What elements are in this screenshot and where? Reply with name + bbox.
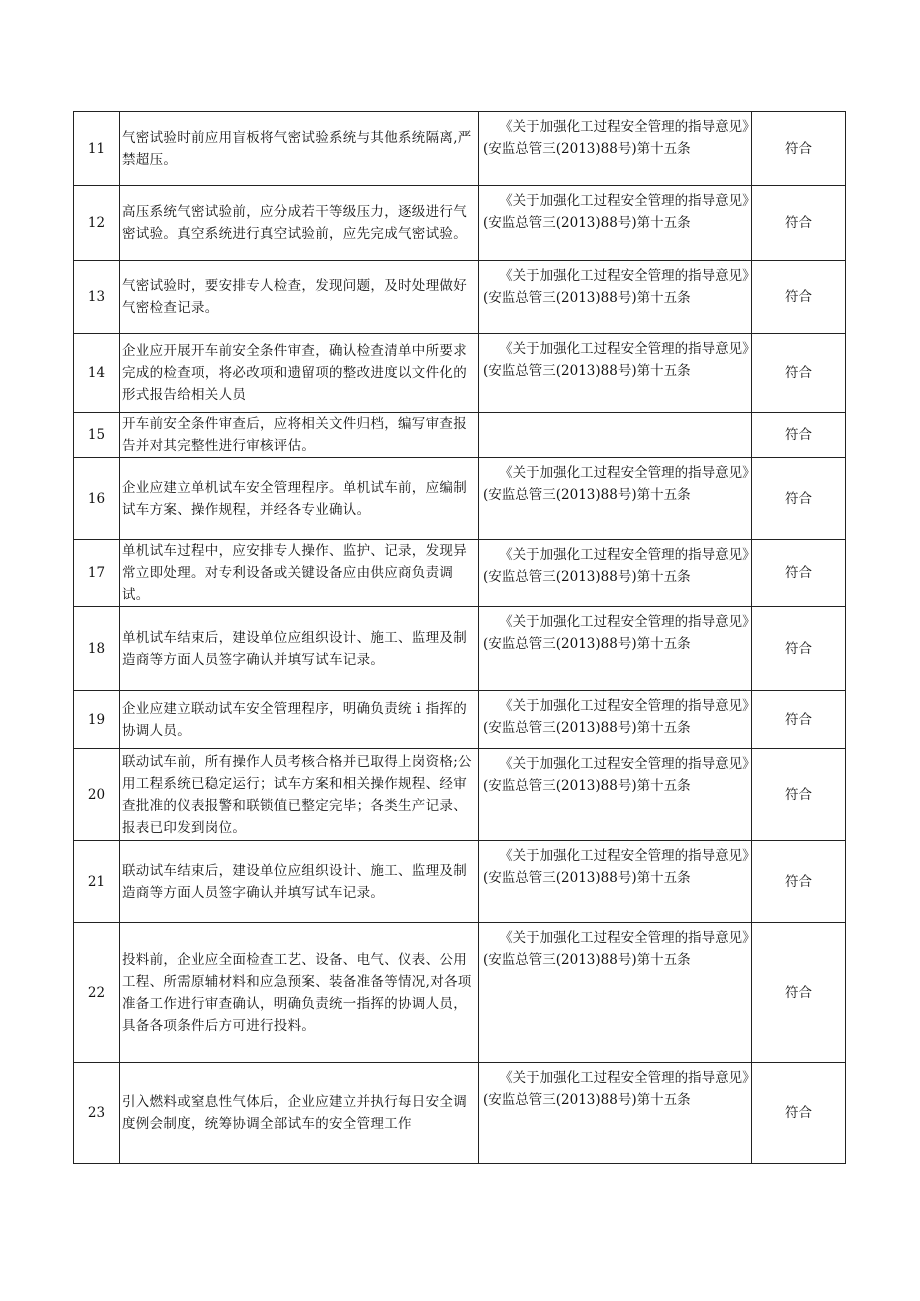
basis-text: 《关于加强化工过程安全管理的指导意见》(安监总管三(2013)88号)第十五条	[483, 848, 749, 886]
requirement-text: 气密试验时，要安排专人检查，发现问题，及时处理做好气密检查记录。	[120, 261, 479, 334]
result-text: 符合	[752, 261, 846, 334]
table-row	[74, 458, 846, 540]
basis-cell	[479, 458, 752, 540]
basis-text: 《关于加强化工过程安全管理的指导意见》(安监总管三(2013)88号)第十五条	[483, 465, 749, 503]
result-text: 符合	[752, 841, 846, 923]
requirement-text: 企业应建立联动试车安全管理程序，明确负责统ｉ指挥的协调人员。	[120, 691, 479, 749]
basis-cell	[479, 112, 752, 186]
table-row	[74, 691, 846, 749]
basis-cell	[479, 691, 752, 749]
result-text: 符合	[752, 458, 846, 540]
requirement-text: 引入燃料或窒息性气体后，企业应建立并执行每日安全调度例会制度，统筹协调全部试车的安全管理工作	[120, 1063, 479, 1164]
row-number: 23	[74, 1063, 120, 1164]
result-text: 符合	[752, 413, 846, 458]
requirement-text: 联动试车前，所有操作人员考核合格并已取得上岗资格;公用工程系统已稳定运行；试车方案和相关操作规程、经审查批准的仪表报警和联锁值已整定完毕；各类生产记录、报表已印发到岗位。	[120, 749, 479, 841]
table-row	[74, 1063, 846, 1164]
requirement-text: 开车前安全条件审查后，应将相关文件归档，编写审查报告并对其完整性进行审核评估。	[120, 413, 479, 458]
basis-text: 《关于加强化工过程安全管理的指导意见》(安监总管三(2013)88号)第十五条	[483, 547, 749, 585]
basis-text: 《关于加强化工过程安全管理的指导意见》(安监总管三(2013)88号)第十五条	[483, 119, 749, 157]
requirement-text: 单机试车结束后，建设单位应组织设计、施工、监理及制造商等方面人员签字确认并填写试车记录。	[120, 607, 479, 691]
basis-cell	[479, 607, 752, 691]
row-number: 11	[74, 112, 120, 186]
basis-cell	[479, 261, 752, 334]
table-row	[74, 749, 846, 841]
requirement-text: 单机试车过程中，应安排专人操作、监护、记录，发现异常立即处理。对专利设备或关键设备应由供应商负责调试。	[120, 540, 479, 607]
row-number: 22	[74, 923, 120, 1063]
result-text: 符合	[752, 607, 846, 691]
table-row	[74, 334, 846, 413]
table-row	[74, 261, 846, 334]
table-row	[74, 112, 846, 186]
basis-text: 《关于加强化工过程安全管理的指导意见》(安监总管三(2013)88号)第十五条	[483, 614, 749, 652]
result-text: 符合	[752, 691, 846, 749]
requirement-text: 企业应建立单机试车安全管理程序。单机试车前，应编制试车方案、操作规程，并经各专业确认。	[120, 458, 479, 540]
row-number: 13	[74, 261, 120, 334]
requirement-text: 企业应开展开车前安全条件审查，确认检查清单中所要求完成的检查项，将必改项和遗留项的整改进度以文件化的形式报告给相关人员	[120, 334, 479, 413]
row-number: 19	[74, 691, 120, 749]
result-text: 符合	[752, 749, 846, 841]
table-row	[74, 186, 846, 261]
basis-text: 《关于加强化工过程安全管理的指导意见》(安监总管三(2013)88号)第十五条	[483, 756, 749, 794]
basis-cell	[479, 334, 752, 413]
row-number: 12	[74, 186, 120, 261]
result-text: 符合	[752, 112, 846, 186]
basis-cell	[479, 186, 752, 261]
basis-text: 《关于加强化工过程安全管理的指导意见》(安监总管三(2013)88号)第十五条	[483, 193, 749, 231]
basis-cell	[479, 841, 752, 923]
requirement-text: 投料前，企业应全面检查工艺、设备、电气、仪表、公用工程、所需原辅材料和应急预案、装备准备等情况,对各项准备工作进行审查确认，明确负责统一指挥的协调人员，具备各项条件后方可进行投料。	[120, 923, 479, 1063]
row-number: 17	[74, 540, 120, 607]
basis-text: 《关于加强化工过程安全管理的指导意见》(安监总管三(2013)88号)第十五条	[483, 1070, 749, 1108]
basis-text: 《关于加强化工过程安全管理的指导意见》(安监总管三(2013)88号)第十五条	[483, 698, 749, 736]
row-number: 21	[74, 841, 120, 923]
result-text: 符合	[752, 540, 846, 607]
row-number: 16	[74, 458, 120, 540]
table-row	[74, 923, 846, 1063]
basis-text: 《关于加强化工过程安全管理的指导意见》(安监总管三(2013)88号)第十五条	[483, 930, 749, 968]
basis-cell	[479, 923, 752, 1063]
safety-checklist-table	[73, 111, 846, 1164]
basis-cell	[479, 413, 752, 458]
result-text: 符合	[752, 334, 846, 413]
basis-text: 《关于加强化工过程安全管理的指导意见》(安监总管三(2013)88号)第十五条	[483, 341, 749, 379]
requirement-text: 气密试验时前应用盲板将气密试验系统与其他系统隔离,严禁超压。	[120, 112, 479, 186]
row-number: 18	[74, 607, 120, 691]
result-text: 符合	[752, 923, 846, 1063]
result-text: 符合	[752, 1063, 846, 1164]
basis-cell	[479, 540, 752, 607]
basis-cell	[479, 749, 752, 841]
requirement-text: 联动试车结束后，建设单位应组织设计、施工、监理及制造商等方面人员签字确认并填写试车记录。	[120, 841, 479, 923]
basis-text: 《关于加强化工过程安全管理的指导意见》(安监总管三(2013)88号)第十五条	[483, 268, 749, 306]
basis-cell	[479, 1063, 752, 1164]
table-row	[74, 413, 846, 458]
row-number: 14	[74, 334, 120, 413]
result-text: 符合	[752, 186, 846, 261]
row-number: 15	[74, 413, 120, 458]
table-row	[74, 540, 846, 607]
requirement-text: 高压系统气密试验前，应分成若干等级压力，逐级进行气密试验。真空系统进行真空试验前，应先完成气密试验。	[120, 186, 479, 261]
table-row	[74, 841, 846, 923]
table-row	[74, 607, 846, 691]
checklist-rows	[74, 112, 846, 1164]
row-number: 20	[74, 749, 120, 841]
